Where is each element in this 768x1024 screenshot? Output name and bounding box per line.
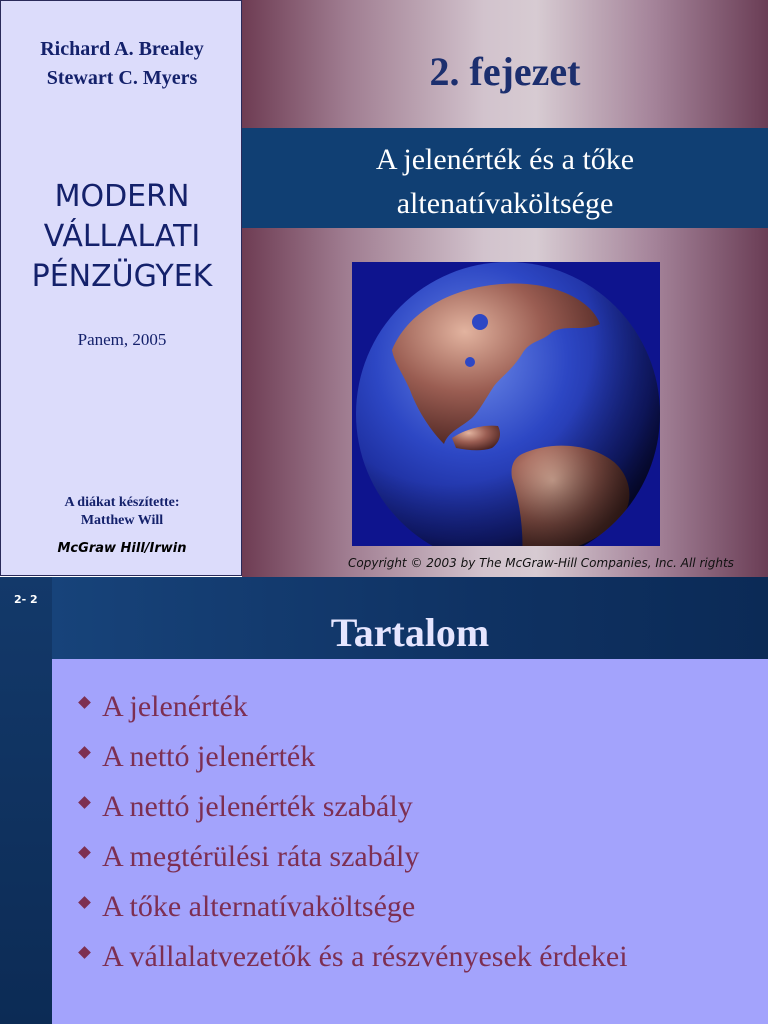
slide-title: Tartalom (330, 610, 490, 655)
subtitle-line: A jelenérték és a tőke (375, 143, 635, 176)
bullet-text: A jelenérték (102, 690, 248, 723)
diamond-bullet-icon (78, 846, 91, 859)
prepared-by-name: Matthew Will (80, 513, 164, 528)
bullet-text: A vállalatvezetők és a részvényesek érdekei (102, 940, 628, 973)
prepared-by-label: A diákat készítette: (64, 495, 180, 510)
book-info-panel (0, 0, 242, 576)
bullet-item (76, 739, 628, 789)
bullet-item (76, 889, 628, 939)
bullet-text: A nettó jelenérték (102, 740, 316, 773)
subtitle-line: altenatívaköltsége (396, 187, 614, 220)
bullet-item (76, 939, 628, 989)
contents-slide (0, 577, 768, 1024)
bullet-text: A tőke alternatívaköltsége (102, 890, 416, 923)
bullet-text: A megtérülési ráta szabály (102, 840, 420, 873)
copyright-notice: Copyright © 2003 by The McGraw-Hill Companies, Inc. All rights (348, 556, 734, 570)
chapter-heading: 2. fejezet (429, 49, 581, 94)
chapter-panel (242, 0, 768, 577)
prepared-by (1, 494, 243, 530)
book-title-line: MODERN (54, 179, 190, 214)
bullet-item (76, 689, 628, 739)
content-area (52, 659, 768, 1024)
bullet-list (76, 689, 628, 989)
author-name: Richard A. Brealey (40, 38, 204, 60)
chapter-subtitle (242, 138, 768, 226)
bullet-item (76, 839, 628, 889)
diamond-bullet-icon (78, 746, 91, 759)
authors (1, 35, 243, 93)
publisher: Panem, 2005 (77, 330, 167, 349)
author-name: Stewart C. Myers (46, 67, 198, 89)
diamond-bullet-icon (78, 946, 91, 959)
diamond-bullet-icon (78, 696, 91, 709)
globe-icon (352, 262, 660, 546)
side-bar (0, 577, 52, 1024)
book-title-line: PÉNZÜGYEK (31, 259, 213, 294)
book-title (1, 177, 243, 297)
slide-number: 2- 2 (14, 593, 38, 606)
bullet-text: A nettó jelenérték szabály (102, 790, 413, 823)
book-title-line: VÁLLALATI (43, 219, 201, 254)
bullet-item (76, 789, 628, 839)
diamond-bullet-icon (78, 896, 91, 909)
imprint: McGraw Hill/Irwin (57, 541, 187, 556)
diamond-bullet-icon (78, 796, 91, 809)
globe-image (352, 262, 660, 546)
